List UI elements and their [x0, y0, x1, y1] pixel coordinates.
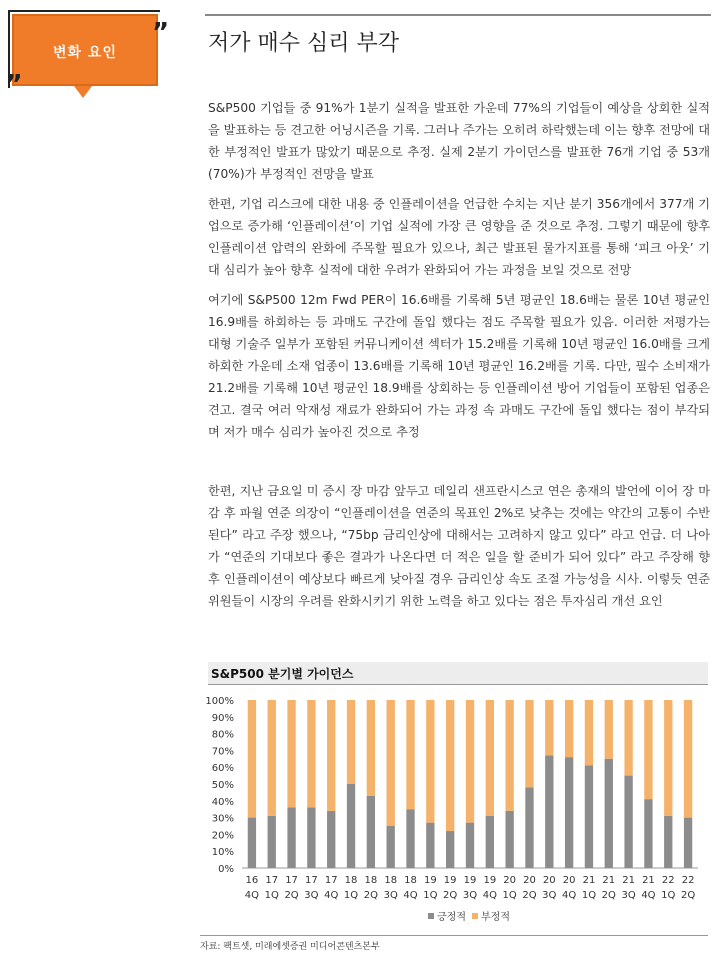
chart-title-rule: [208, 684, 708, 685]
bar-positive: [525, 787, 533, 868]
y-tick-label: 40%: [211, 796, 234, 808]
bar-negative: [446, 700, 454, 831]
x-tick-label-year: 19: [423, 875, 437, 886]
section-tag-tail: [74, 86, 92, 98]
bar-negative: [406, 700, 414, 809]
bar-positive: [605, 759, 613, 868]
bar-negative: [644, 700, 652, 799]
bar-negative: [486, 700, 494, 816]
bar-negative: [565, 700, 573, 757]
x-tick-label-quarter: 3Q: [304, 890, 319, 901]
bar-negative: [268, 700, 276, 816]
x-tick-label-quarter: 3Q: [462, 890, 478, 901]
bar-negative: [525, 700, 533, 787]
y-tick-label: 50%: [211, 780, 234, 791]
x-tick-label-quarter: 4Q: [482, 890, 497, 901]
bar-positive: [406, 809, 414, 868]
bar-positive: [585, 766, 593, 868]
bar-positive: [664, 816, 672, 868]
paragraph-2: 한편, 기업 리스크에 대한 내용 중 인플레이션을 언급한 수치는 지난 분기 356개에서 377개 기업으로 증가해 ‘인플레이션’이 기업 실적에 가장 큰 영향을 준 것으로 추정. 그렇기 때문에 향후 인플레이션 압력의 완화에 주목할 필요가 있으나, 최근 발표된 물가지표를 통해 ‘피크 아웃’ 기대 심리가 높아 향후 실적에 대한 우려가 완화되어 가는 과정을 보일 것으로 전망: [208, 197, 710, 277]
x-tick-label-quarter: 1Q: [423, 890, 438, 901]
bar-positive: [505, 811, 513, 868]
x-tick-label-year: 18: [364, 875, 378, 886]
x-tick-label-year: 20: [503, 875, 517, 886]
legend-label: 긍정적: [437, 912, 466, 923]
x-tick-label-quarter: 4Q: [324, 890, 339, 901]
x-tick-label-quarter: 3Q: [621, 890, 636, 901]
x-tick-label-year: 22: [661, 875, 675, 886]
x-tick-label-quarter: 1Q: [343, 890, 359, 901]
bar-negative: [585, 700, 593, 766]
legend-label: 부정적: [481, 912, 510, 923]
y-tick-label: 20%: [211, 830, 234, 842]
legend-swatch: [428, 913, 434, 919]
bar-positive: [327, 811, 335, 868]
x-tick-label-year: 17: [285, 875, 298, 886]
x-tick-label-quarter: 1Q: [581, 890, 597, 901]
bar-positive: [684, 818, 692, 868]
chart-title: S&P500 분기별 가이던스: [211, 667, 354, 681]
y-tick-label: 30%: [211, 813, 234, 825]
close-quote-mark: ”: [152, 18, 170, 48]
y-tick-label: 0%: [218, 864, 234, 875]
x-tick-label-quarter: 2Q: [601, 890, 616, 901]
x-tick-label-quarter: 2Q: [363, 890, 378, 901]
x-tick-label-year: 18: [344, 875, 358, 886]
bar-positive: [624, 776, 632, 868]
bar-negative: [605, 700, 613, 759]
x-tick-label-year: 18: [404, 875, 417, 886]
section-tag-label: 변화 요인: [53, 45, 117, 61]
x-tick-label-year: 17: [324, 875, 338, 886]
bar-negative: [624, 700, 632, 776]
x-tick-label-year: 19: [443, 875, 457, 886]
y-tick-label: 90%: [211, 712, 234, 724]
bar-positive: [268, 816, 276, 868]
x-tick-label-quarter: 1Q: [502, 890, 517, 901]
open-quote-mark: „: [6, 56, 24, 86]
bar-negative: [248, 700, 256, 818]
x-tick-label-quarter: 3Q: [383, 890, 398, 901]
bar-positive: [426, 823, 434, 868]
x-tick-label-year: 21: [582, 875, 596, 886]
guidance-bar-chart: [200, 690, 710, 930]
legend-swatch: [472, 913, 478, 919]
bar-negative: [387, 700, 395, 826]
x-tick-label-quarter: 4Q: [562, 890, 577, 901]
y-tick-label: 80%: [211, 729, 234, 741]
bar-negative: [466, 700, 474, 823]
x-tick-label-quarter: 1Q: [661, 890, 676, 901]
paragraph-3: 여기에 S&P500 12m Fwd PER이 16.6배를 기록해 5년 평균인 18.6배는 물론 10년 평균인 16.9배를 하회하는 등 과매도 구간에 돌입 했다는 점도 주목할 필요가 있음. 이러한 저평가는 대형 기술주 일부가 포함된 커뮤니케이션 섹터가 15.2배를 기록해 10년 평균인 16.0배를 크게 하회한 가운데 소재 업종이 13.6배를 기록해 10년 평균인 16.2배를 기록. 다만, 필수 소비재가 21.2배를 기록해 10년 평균인 18.9배를 상회하는 등 인플레이션 방어 기업들이 포함된 업종은 견고. 결국 여러 악재성 재료가 완화되어 가는 과정 속 과매도 구간에 돌입 했다는 점이 부각되며 저가 매수 심리가 높아진 것으로 추정: [208, 293, 710, 439]
bar-negative: [684, 700, 692, 818]
bar-positive: [287, 808, 295, 868]
bar-positive: [565, 757, 573, 868]
x-tick-label-year: 19: [463, 875, 477, 886]
bar-negative: [347, 700, 355, 784]
page-title: 저가 매수 심리 부각: [208, 31, 399, 56]
x-tick-label-year: 16: [245, 875, 259, 886]
source-rule: [200, 935, 708, 936]
x-tick-label-year: 22: [681, 875, 695, 886]
x-tick-label-quarter: 4Q: [403, 890, 418, 901]
y-tick-label: 100%: [205, 696, 234, 707]
bar-negative: [505, 700, 513, 811]
x-tick-label-year: 21: [642, 875, 655, 886]
y-tick-label: 60%: [211, 763, 234, 775]
bar-positive: [486, 816, 494, 868]
bar-positive: [307, 808, 315, 868]
x-tick-label-quarter: 2Q: [284, 890, 299, 901]
source-note: 자료: 팩트셋, 미래에셋증권 미디어콘텐츠본부: [200, 942, 380, 952]
x-tick-label-year: 20: [542, 875, 556, 886]
x-tick-label-year: 20: [562, 875, 576, 886]
title-rule: [205, 14, 711, 16]
bar-negative: [426, 700, 434, 823]
bar-positive: [644, 799, 652, 868]
bar-negative: [367, 700, 375, 796]
bar-negative: [287, 700, 295, 808]
x-tick-label-quarter: 4Q: [244, 890, 260, 901]
x-tick-label-year: 17: [305, 875, 318, 886]
x-tick-label-year: 20: [523, 875, 536, 886]
bar-negative: [664, 700, 672, 816]
x-tick-label-quarter: 4Q: [641, 890, 656, 901]
x-tick-label-quarter: 2Q: [680, 890, 696, 901]
x-tick-label-year: 19: [483, 875, 497, 886]
bar-positive: [248, 818, 256, 868]
bar-positive: [545, 755, 553, 868]
x-tick-label-quarter: 2Q: [443, 890, 458, 901]
x-tick-label-year: 18: [384, 875, 398, 886]
bar-positive: [347, 784, 355, 868]
bar-positive: [387, 826, 395, 868]
paragraph-4: 한편, 지난 금요일 미 증시 장 마감 앞두고 데일리 샌프란시스코 연은 총재의 발언에 이어 장 마감 후 파월 연준 의장이 “인플레이션을 연준의 목표인 2%로 낮추는 것에는 약간의 고통이 수반된다” 라고 주장 했으나, “75bp 금리인상에 대해서는 고려하지 않고 있다” 라고 언급. 더 나아가 “연준의 기대보다 좋은 결과가 나온다면 더 적은 일을 할 준비가 되어 있다” 라고 주장해 향후 인플레이션이 예상보다 빠르게 낮아질 경우 금리인상 속도 조절 가능성을 시사. 이렇듯 연준위원들이 시장의 우려를 완화시키기 위한 노력을 하고 있다는 점은 투자심리 개선 요인: [208, 484, 710, 608]
y-tick-label: 70%: [211, 746, 234, 758]
bar-positive: [466, 823, 474, 868]
bar-positive: [367, 796, 375, 868]
bar-negative: [545, 700, 553, 755]
x-tick-label-year: 21: [622, 875, 635, 886]
x-tick-label-quarter: 2Q: [522, 890, 537, 901]
x-tick-label-quarter: 3Q: [542, 890, 557, 901]
x-tick-label-year: 17: [265, 875, 279, 886]
y-tick-label: 10%: [211, 847, 234, 859]
bar-positive: [446, 831, 454, 868]
paragraph-1: S&P500 기업들 중 91%가 1분기 실적을 발표한 가운데 77%의 기업들이 예상을 상회한 실적을 발표하는 등 견고한 어닝시즌을 기록. 그러나 주가는 오히려 하락했는데 이는 향후 전망에 대한 부정적인 발표가 많았기 때문으로 추정. 실제 2분기 가이던스를 발표한 76개 기업 중 53개(70%)가 부정적인 전망을 발표: [208, 101, 710, 181]
section-tag: [12, 14, 158, 86]
x-tick-label-quarter: 1Q: [264, 890, 279, 901]
x-tick-label-year: 21: [602, 875, 616, 886]
bar-negative: [307, 700, 315, 808]
bar-negative: [327, 700, 335, 811]
